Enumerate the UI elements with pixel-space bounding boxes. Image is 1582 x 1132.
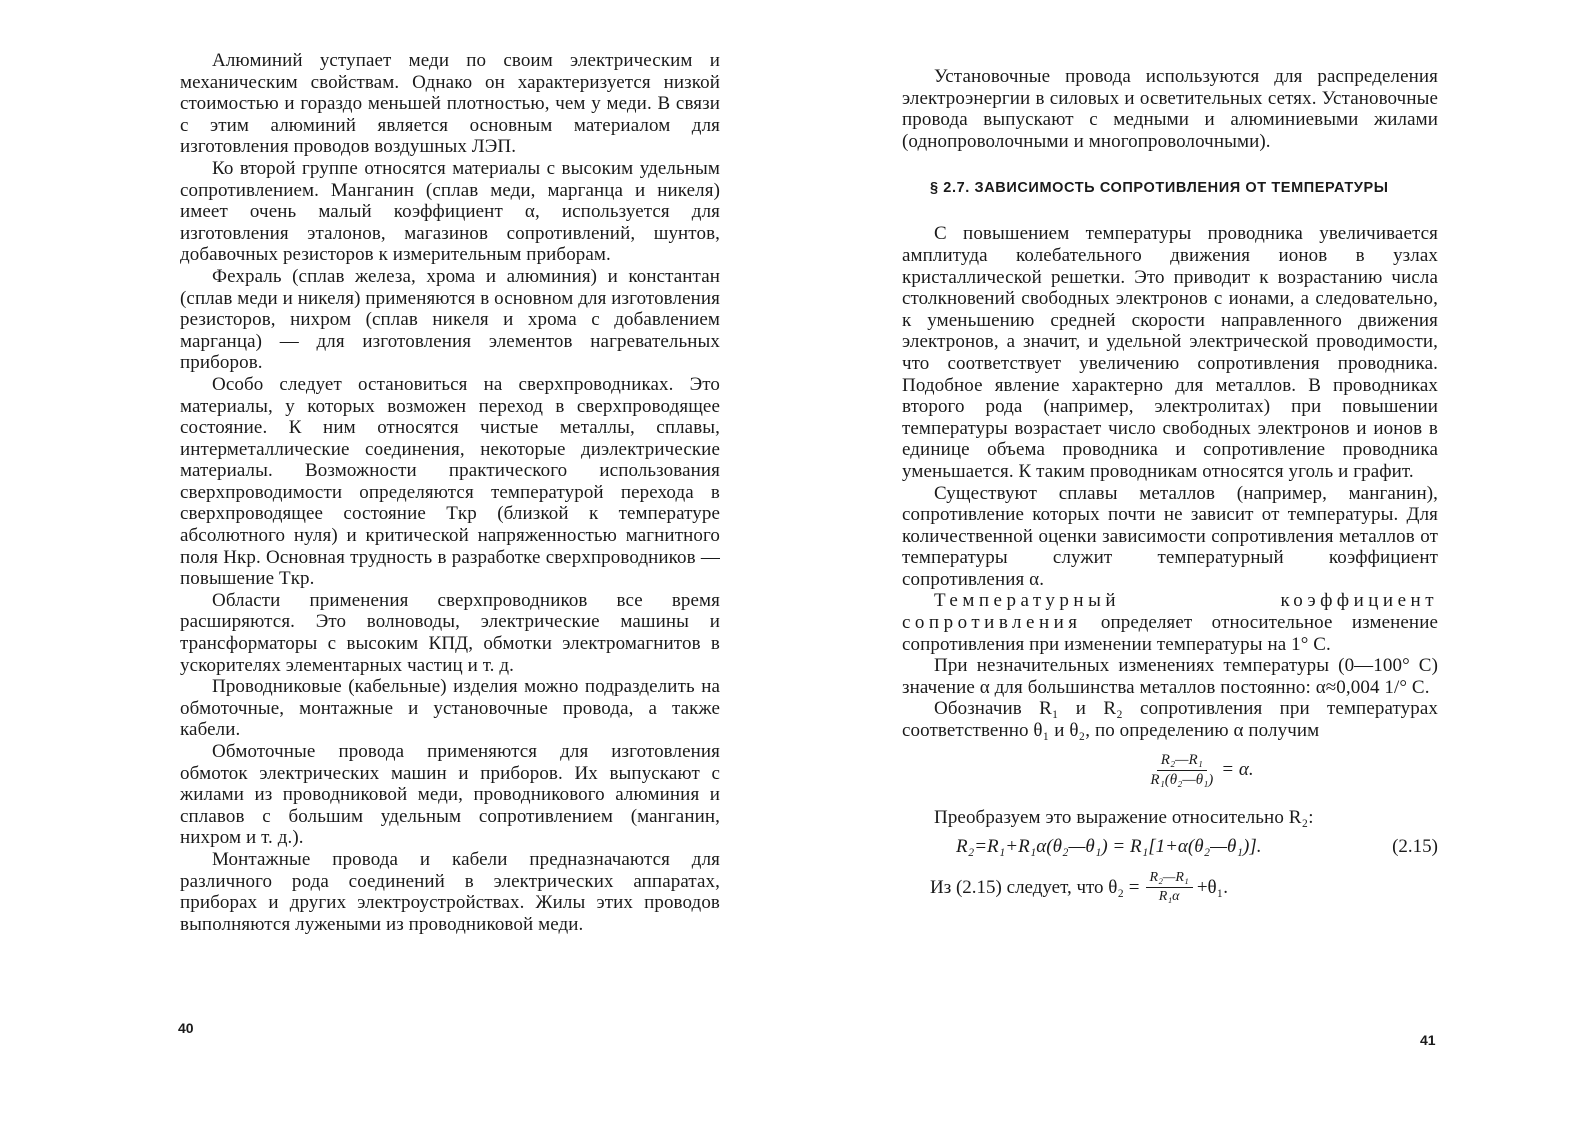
formula-suffix: +θ₁.	[1196, 876, 1229, 898]
left-page	[180, 50, 720, 935]
paragraph: Алюминий уступает меди по своим электрическим и механическим свойствам. Однако он характеризуется низкой стоимостью и гораздо меньшей плотностью, чем у меди. В связи с этим алюминий является основным материалом для изготовления проводов воздушных ЛЭП.	[180, 50, 720, 158]
fraction-numerator: R₂—R₁	[1157, 752, 1207, 771]
fraction-numerator: R₂—R₁	[1146, 870, 1193, 888]
fraction-denominator: R₁(θ₂—θ₁)	[1150, 771, 1214, 788]
paragraph: Установочные провода используются для распределения электроэнергии в силовых и осветительных сетях. Установочные провода выпускают с медными и алюминиевыми жилами (однопроволочными и многопроволочными).	[902, 66, 1438, 152]
section-heading: § 2.7. ЗАВИСИМОСТЬ СОПРОТИВЛЕНИЯ ОТ ТЕМПЕРАТУРЫ	[930, 180, 1389, 197]
paragraph: С повышением температуры проводника увеличивается амплитуда колебательного движения ионов в узлах кристаллической решетки. Это приводит к возрастанию числа столкновений свободных электронов с ионами, а следовательно, к уменьшению средней скорости направленного движения электронов, а значит, и удельной электрической проводимости, что соответствует увеличению сопротивления проводника. Подобное явление характерно для металлов. В проводниках второго рода (например, электролитах) при повышении температуры возрастает число свободных электронов и ионов в единице объема проводника и сопротивление проводника уменьшается. К таким проводникам относятся уголь и графит.	[902, 223, 1438, 482]
equation-expression: R₂=R₁+R₁α(θ₂—θ₁) = R₁[1+α(θ₂—θ₁)].	[956, 836, 1262, 858]
paragraph: Фехраль (сплав железа, хрома и алюминия) и константан (сплав меди и никеля) применяются в основном для изготовления резисторов, нихром (сплав никеля и хрома с добавлением марганца) — для изготовления элементов нагревательных приборов.	[180, 265, 720, 374]
equation-2-15	[902, 832, 1438, 862]
paragraph: При незначительных изменениях температуры (0—100° С) значение α для большинства металлов постоянно: α≈0,004 1/° С.	[902, 655, 1438, 698]
definition-term: Температурный коэффициент сопротивления	[902, 590, 1438, 634]
formula-theta2	[902, 870, 1438, 905]
page-number-left: 40	[178, 1020, 194, 1036]
fraction	[1146, 870, 1193, 905]
right-page	[902, 66, 1438, 905]
formula-alpha-definition	[902, 752, 1438, 789]
paragraph: Проводниковые (кабельные) изделия можно подразделить на обмоточные, монтажные и установочные провода, а также кабели.	[180, 676, 720, 741]
page-number-right: 41	[1420, 1032, 1436, 1048]
paragraph: Монтажные провода и кабели предназначаются для различного рода соединений в электрических аппаратах, приборах и других электроустройствах. Жилы этих проводов выполняются лужеными из проводниковой меди.	[180, 848, 720, 935]
paragraph: Области применения сверхпроводников все время расширяются. Это волноводы, электрические машины и трансформаторы с высоким КПД, обмотки электромагнитов в ускорителях элементарных частиц и т. д.	[180, 589, 720, 676]
fraction-denominator: R₁α	[1158, 889, 1180, 905]
fraction	[1146, 752, 1217, 789]
paragraph: Обмоточные провода применяются для изготовления обмоток электрических машин и приборов. Их выпускают с жилами из проводниковой меди, проводникового алюминия и сплавов с большим удельным сопротивлением (манганин, нихром и т. д.).	[180, 741, 720, 849]
paragraph: Особо следует остановиться на сверхпроводниках. Это материалы, у которых возможен переход в сверхпроводящее состояние. К ним относятся чистые металлы, сплавы, интерметаллические соединения, некоторые диэлектрические материалы. Возможности практического использования сверхпроводимости определяются температурой перехода в сверхпроводящее состояние Tкр (близкой к температуре абсолютного нуля) и критической напряженностью магнитного поля Hкр. Основная трудность в разработке сверхпроводников — повышение Tкр.	[180, 373, 720, 590]
paragraph: Преобразуем это выражение относительно R₂:	[934, 806, 1314, 828]
equation-number: (2.15)	[1392, 836, 1438, 858]
formula-prefix: Из (2.15) следует, что θ₂ =	[930, 876, 1140, 898]
definition-paragraph	[902, 590, 1438, 655]
formula-rhs: = α.	[1221, 759, 1254, 781]
paragraph: Обозначив R₁ и R₂ сопротивления при температурах соответственно θ₁ и θ₂, по определению α получим	[902, 698, 1438, 742]
paragraph: Ко второй группе относятся материалы с высоким удельным сопротивлением. Манганин (сплав меди, марганца и никеля) имеет очень малый коэффициент α, используется для изготовления эталонов, магазинов сопротивлений, шунтов, добавочных резисторов к измерительным приборам.	[180, 157, 720, 266]
paragraph: Существуют сплавы металлов (например, манганин), сопротивление которых почти не зависит от температуры. Для количественной оценки зависимости сопротивления металлов от температуры служит температурный коэффициент сопротивления α.	[902, 482, 1438, 590]
definition-text: определяет относительное изменение сопротивления при изменении температуры на 1° С.	[902, 612, 1438, 655]
